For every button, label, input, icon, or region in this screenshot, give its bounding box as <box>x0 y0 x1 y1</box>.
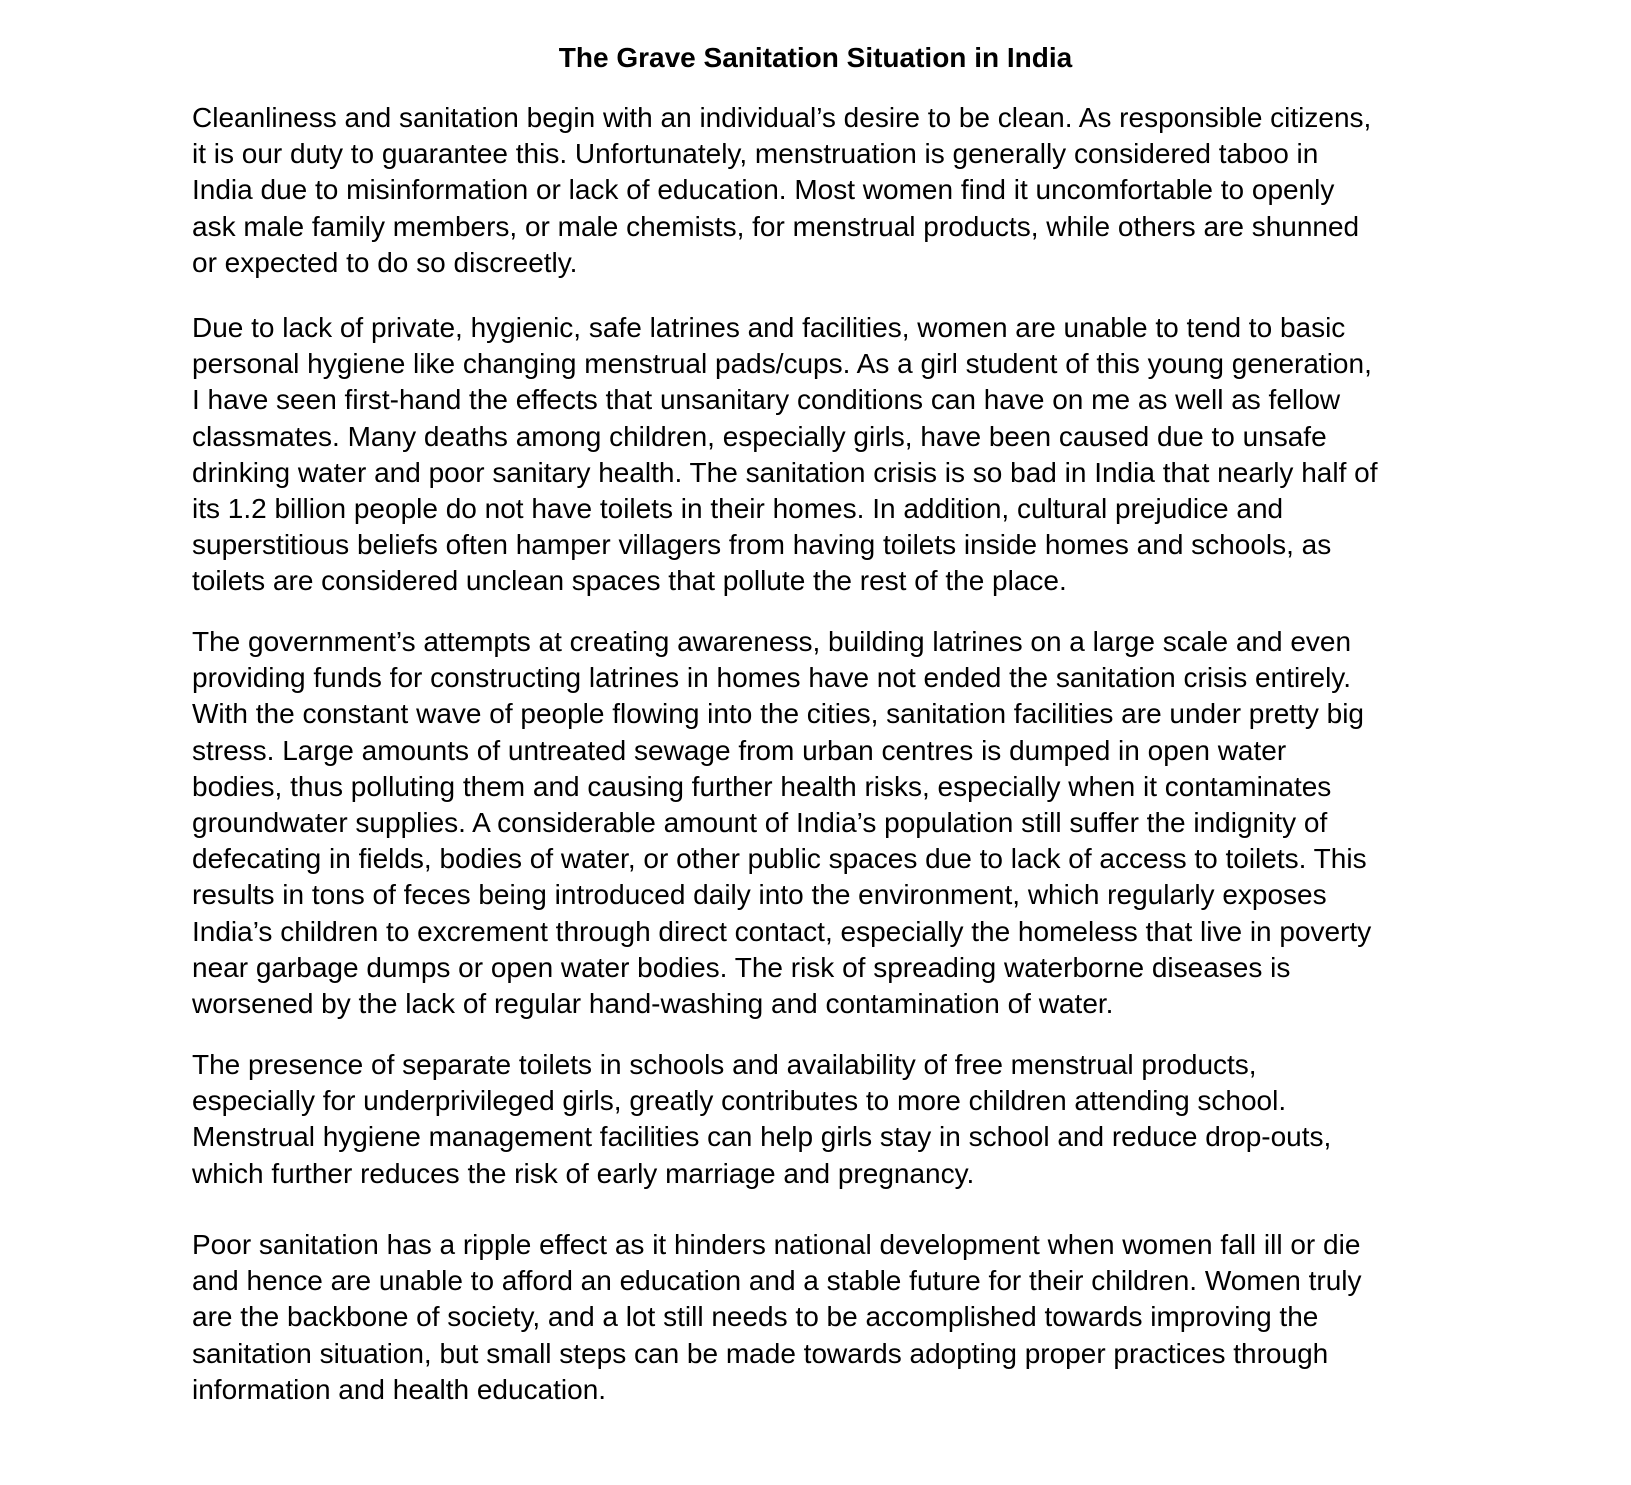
text-line: India’s children to excrement through direct contact, especially the homeless that live in poverty <box>192 915 1372 947</box>
text-line: its 1.2 billion people do not have toilets in their homes. In addition, cultural prejudice and <box>192 493 1284 525</box>
paragraph-5 <box>192 1227 1462 1408</box>
text-line: Cleanliness and sanitation begin with an individual’s desire to be clean. As responsible citizens, <box>192 102 1372 133</box>
text-line: defecating in fields, bodies of water, or other public spaces due to lack of access to toilets. This <box>192 843 1367 875</box>
paragraph-2 <box>192 310 1462 600</box>
text-line: or expected to do so discreetly. <box>192 246 578 278</box>
page-title: The Grave Sanitation Situation in India <box>558 42 1073 73</box>
text-line: near garbage dumps or open water bodies. The risk of spreading waterborne diseases is <box>192 951 1291 983</box>
text-line: superstitious beliefs often hamper villagers from having toilets inside homes and schools, as <box>192 529 1332 561</box>
text-line: results in tons of feces being introduced daily into the environment, which regularly exposes <box>192 879 1327 911</box>
text-line: India due to misinformation or lack of education. Most women find it uncomfortable to openly <box>192 174 1335 206</box>
text-line: sanitation situation, but small steps can be made towards adopting proper practices through <box>192 1337 1329 1369</box>
text-line: drinking water and poor sanitary health. The sanitation crisis is so bad in India that nearly half of <box>192 456 1378 488</box>
text-line: Poor sanitation has a ripple effect as it hinders national development when women fall ill or die <box>192 1229 1361 1260</box>
text-line: ask male family members, or male chemists, for menstrual products, while others are shunned <box>192 210 1360 242</box>
text-line: Due to lack of private, hygienic, safe latrines and facilities, women are unable to tend to basic <box>192 312 1346 343</box>
text-line: The presence of separate toilets in schools and availability of free menstrual products, <box>192 1049 1257 1080</box>
text-line: bodies, thus polluting them and causing further health risks, especially when it contaminates <box>192 770 1332 802</box>
text-line: and hence are unable to afford an education and a stable future for their children. Women truly <box>192 1265 1362 1297</box>
text-line: personal hygiene like changing menstrual pads/cups. As a girl student of this young generation, <box>192 348 1372 380</box>
text-line: it is our duty to guarantee this. Unfortunately, menstruation is generally considered taboo in <box>192 138 1319 170</box>
text-line: especially for underprivileged girls, greatly contributes to more children attending school. <box>192 1085 1287 1117</box>
text-line: which further reduces the risk of early marriage and pregnancy. <box>192 1157 975 1189</box>
paragraph-4 <box>192 1047 1462 1192</box>
paragraph-3 <box>192 624 1462 1022</box>
text-line: The government’s attempts at creating awareness, building latrines on a large scale and even <box>192 626 1352 657</box>
text-line: Menstrual hygiene management facilities can help girls stay in school and reduce drop-outs, <box>192 1121 1332 1153</box>
text-line: classmates. Many deaths among children, especially girls, have been caused due to unsafe <box>192 420 1327 452</box>
text-line: providing funds for constructing latrines in homes have not ended the sanitation crisis entirely. <box>192 662 1352 694</box>
text-line: toilets are considered unclean spaces that pollute the rest of the place. <box>192 565 1067 597</box>
text-line: groundwater supplies. A considerable amount of India’s population still suffer the indignity of <box>192 807 1328 839</box>
text-line: With the constant wave of people flowing into the cities, sanitation facilities are under pretty big <box>192 698 1364 730</box>
text-line: worsened by the lack of regular hand-washing and contamination of water. <box>192 988 1114 1020</box>
text-line: are the backbone of society, and a lot still needs to be accomplished towards improving the <box>192 1301 1319 1333</box>
text-line: stress. Large amounts of untreated sewage from urban centres is dumped in open water <box>192 734 1287 766</box>
text-line: I have seen first-hand the effects that unsanitary conditions can have on me as well as fellow <box>192 384 1341 416</box>
paragraph-1 <box>192 100 1462 281</box>
text-line: information and health education. <box>192 1373 607 1405</box>
